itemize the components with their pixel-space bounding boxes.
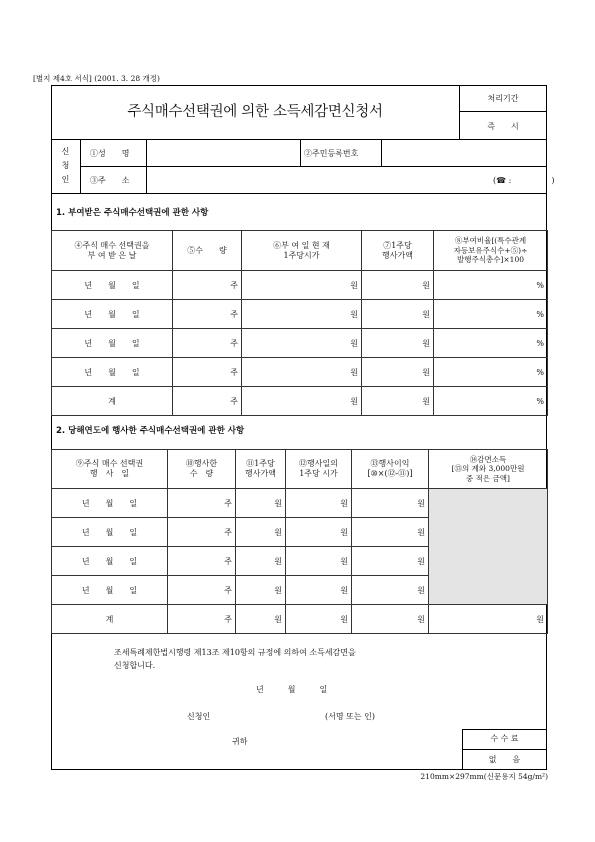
processing-period-label: 처리기간 <box>487 94 519 103</box>
statement-line2: 신청합니다. <box>114 661 156 670</box>
s1-total-exercise[interactable]: 원 <box>362 387 434 416</box>
s2-total-label: 계 <box>52 605 168 634</box>
s1-total-label: 계 <box>52 387 173 416</box>
table-row <box>52 489 548 518</box>
s1-header-grant-date: ④주식 매수 선택권을 부 여 받 은 날 <box>52 231 173 271</box>
s2-r4-exercise[interactable]: 원 <box>236 576 286 605</box>
s1-header-quantity: ⑤수 량 <box>173 231 242 271</box>
s1-header-exercise-price: ⑦1주당 행사가액 <box>362 231 434 271</box>
s1-r1-exercise[interactable]: 원 <box>362 271 434 300</box>
s2-total-exercise[interactable]: 원 <box>236 605 286 634</box>
s1-r3-qty[interactable]: 주 <box>173 329 242 358</box>
addressee-suffix: 귀하 <box>232 737 248 746</box>
s1-r1-qty[interactable]: 주 <box>173 271 242 300</box>
s2-exempt-shaded-cell <box>429 489 548 605</box>
name-label: ①성 명 <box>90 149 130 158</box>
s2-header-exercise-date: ⑨주식 매수 선택권 행 사 일 <box>52 450 168 489</box>
s2-r3-exercise[interactable]: 원 <box>236 547 286 576</box>
statement-line1: 조세특례제한법시행령 제13조 제10항의 규정에 의하여 소득세감면을 <box>114 648 356 657</box>
s1-r3-market[interactable]: 원 <box>242 329 362 358</box>
rrn-label: ②주민등록번호 <box>304 149 359 158</box>
s2-header-quantity: ⑩행사한 수 량 <box>168 450 236 489</box>
table-row-total <box>52 387 548 416</box>
s2-total-exempt[interactable]: 원 <box>429 605 548 634</box>
section1-table <box>51 230 548 416</box>
s1-r4-ratio[interactable]: % <box>434 358 548 387</box>
s1-r4-qty[interactable]: 주 <box>173 358 242 387</box>
s1-r4-exercise[interactable]: 원 <box>362 358 434 387</box>
s2-r1-market[interactable]: 원 <box>286 489 352 518</box>
table-row <box>52 271 548 300</box>
name-field[interactable] <box>147 140 300 165</box>
section1-title: 1. 부여받은 주식매수선택권에 관한 사항 <box>56 208 209 218</box>
s1-r3-ratio[interactable]: % <box>434 329 548 358</box>
section2-title: 2. 당해연도에 행사한 주식매수선택권에 관한 사항 <box>56 426 245 436</box>
section2-table <box>51 449 548 634</box>
s1-r2-market[interactable]: 원 <box>242 300 362 329</box>
s2-r2-gain[interactable]: 원 <box>352 518 429 547</box>
s2-r1-qty[interactable]: 주 <box>168 489 236 518</box>
s2-r1-gain[interactable]: 원 <box>352 489 429 518</box>
s2-r2-market[interactable]: 원 <box>286 518 352 547</box>
s2-header-exercise-price: ⑪1주당 행사가액 <box>236 450 286 489</box>
fee-value: 없 음 <box>488 755 521 764</box>
table-row <box>52 329 548 358</box>
s2-r3-qty[interactable]: 주 <box>168 547 236 576</box>
processing-period-value: 즉 시 <box>487 122 519 131</box>
fee-label: 수 수 료 <box>490 734 519 743</box>
applicant-signature-label: 신청인 <box>187 712 211 721</box>
s2-r4-gain[interactable]: 원 <box>352 576 429 605</box>
s1-total-ratio[interactable]: % <box>434 387 548 416</box>
application-date[interactable]: 년 월 일 <box>256 685 328 694</box>
s1-header-grant-ratio: ⑧부여비율[(특수관계 자등보유주식수+⑤)÷ 발행주식총수]×100 <box>434 231 548 271</box>
s2-r3-market[interactable]: 원 <box>286 547 352 576</box>
signature-field[interactable]: (서명 또는 인) <box>325 712 375 721</box>
rrn-field[interactable] <box>382 140 546 165</box>
s2-total-qty[interactable]: 주 <box>168 605 236 634</box>
s1-r2-ratio[interactable]: % <box>434 300 548 329</box>
s2-header-exercise-gain: ⑬행사이익 [⑩×(⑫-⑪)] <box>352 450 429 489</box>
s2-r1-date[interactable]: 년 월 일 <box>52 489 168 518</box>
s1-total-market[interactable]: 원 <box>242 387 362 416</box>
s2-r4-qty[interactable]: 주 <box>168 576 236 605</box>
s2-r3-gain[interactable]: 원 <box>352 547 429 576</box>
address-label: ③주 소 <box>90 176 130 185</box>
s2-r3-date[interactable]: 년 월 일 <box>52 547 168 576</box>
s1-header-market-price: ⑥부 여 일 현 재 1주당시가 <box>242 231 362 271</box>
s1-r1-date[interactable]: 년 월 일 <box>52 271 173 300</box>
s2-header-market-price: ⑫행사일의 1주당 시가 <box>286 450 352 489</box>
s1-r3-exercise[interactable]: 원 <box>362 329 434 358</box>
s2-r4-date[interactable]: 년 월 일 <box>52 576 168 605</box>
s2-r2-qty[interactable]: 주 <box>168 518 236 547</box>
s1-total-qty[interactable]: 주 <box>173 387 242 416</box>
form-number-note: [별지 제4호 서식] (2001. 3. 28 개정) <box>33 74 160 83</box>
table-row <box>52 358 548 387</box>
s1-r2-date[interactable]: 년 월 일 <box>52 300 173 329</box>
s1-r3-date[interactable]: 년 월 일 <box>52 329 173 358</box>
s1-r2-qty[interactable]: 주 <box>173 300 242 329</box>
s2-r2-date[interactable]: 년 월 일 <box>52 518 168 547</box>
s2-r2-exercise[interactable]: 원 <box>236 518 286 547</box>
s2-header-exempt-income: ⑭감면소득 [⑬의 계와 3,000만원 중 적은 금액] <box>429 450 548 489</box>
s1-r4-date[interactable]: 년 월 일 <box>52 358 173 387</box>
s2-r1-exercise[interactable]: 원 <box>236 489 286 518</box>
s1-r1-market[interactable]: 원 <box>242 271 362 300</box>
s2-total-gain[interactable]: 원 <box>352 605 429 634</box>
s1-r4-market[interactable]: 원 <box>242 358 362 387</box>
s2-r4-market[interactable]: 원 <box>286 576 352 605</box>
table-row <box>52 300 548 329</box>
applicant-side-label-3: 인 <box>61 175 70 184</box>
applicant-side-label-2: 청 <box>61 161 70 170</box>
address-field[interactable] <box>147 167 487 192</box>
table-row-total <box>52 605 548 634</box>
s2-total-market[interactable]: 원 <box>286 605 352 634</box>
form-title: 주식매수선택권에 의한 소득세감면신청서 <box>127 104 383 120</box>
s1-r2-exercise[interactable]: 원 <box>362 300 434 329</box>
applicant-side-label-1: 신 <box>61 147 70 156</box>
s1-r1-ratio[interactable]: % <box>434 271 548 300</box>
phone-label: (☎ : ) <box>493 176 555 185</box>
paper-spec-footer: 210mm×297mm(신문용지 54g/m²) <box>420 772 548 781</box>
